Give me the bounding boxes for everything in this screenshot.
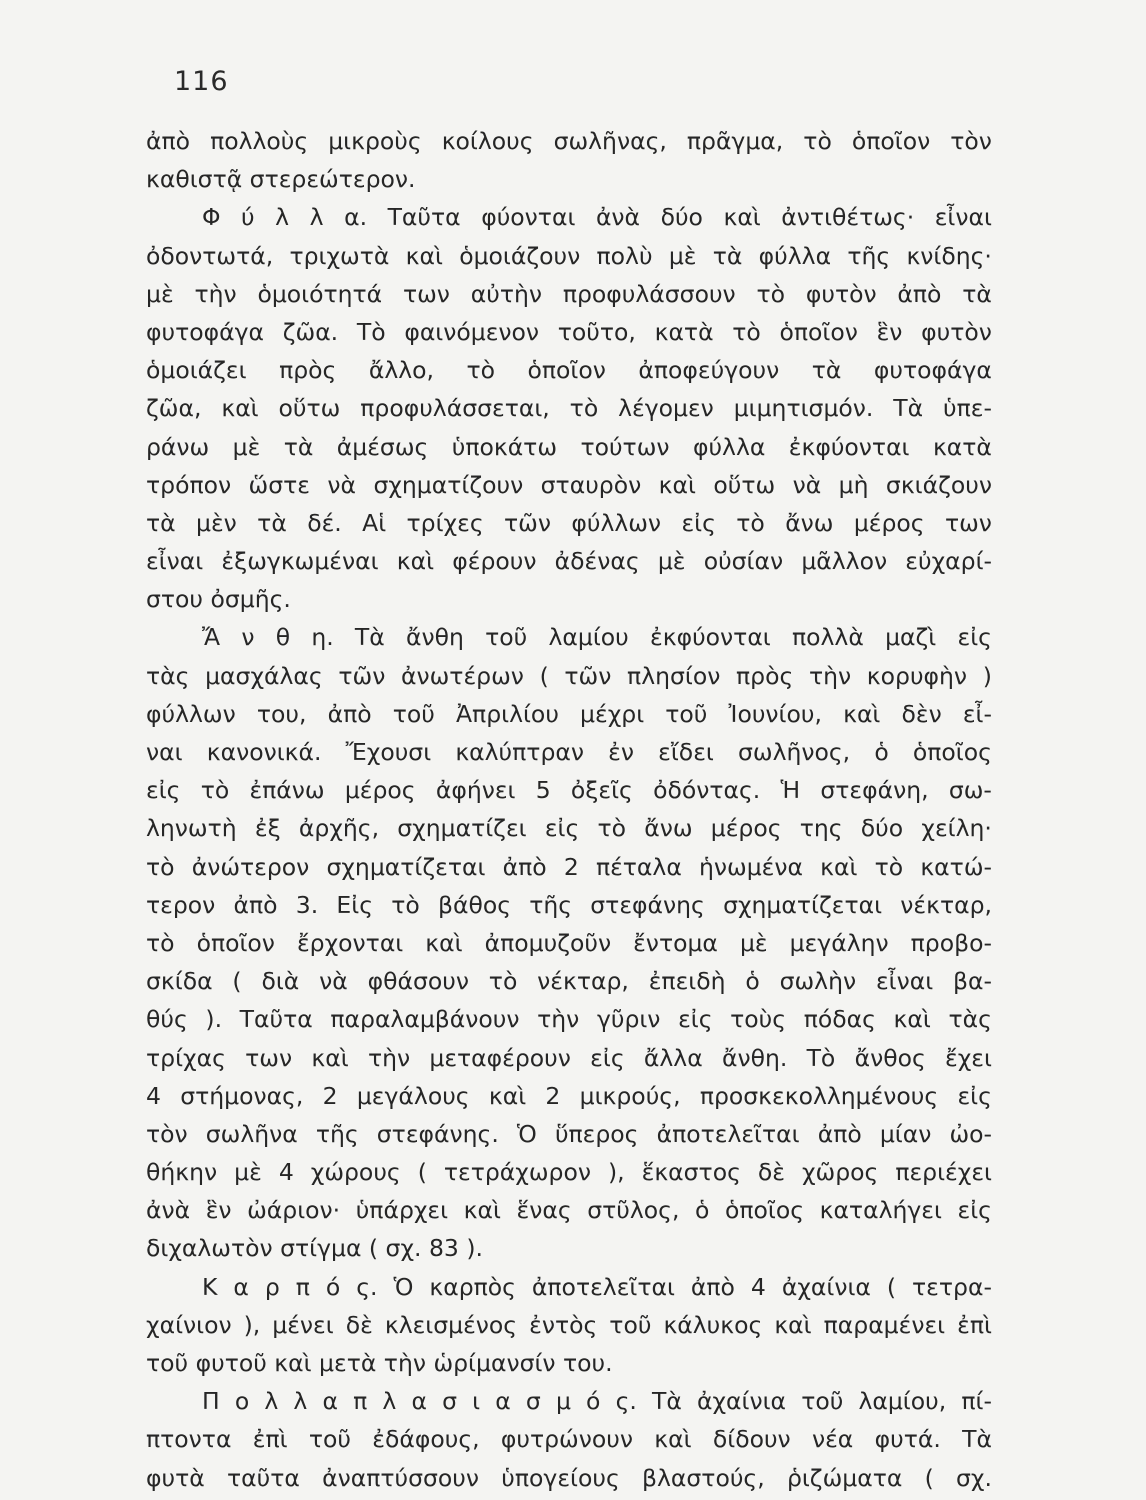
text-line: πτοντα ἐπὶ τοῦ ἐδάφους, φυτρώνουν καὶ δίδουν νέα φυτά. Τὰ — [146, 1425, 992, 1454]
text-line: Π ο λ λ α π λ α σ ι α σ μ ό ς. Τὰ ἀχαίνια τοῦ λαμίου, πί- — [202, 1387, 992, 1416]
text-line: τερον ἀπὸ 3. Εἰς τὸ βάθος τῆς στεφάνης σχηματίζεται νέκταρ, — [146, 890, 992, 919]
text-line: διχαλωτὸν στίγμα ( σχ. 83 ). — [146, 1234, 483, 1263]
text-line: εἰς τὸ ἐπάνω μέρος ἀφήνει 5 ὀξεῖς ὀδόντας. Ἡ στεφάνη, σω- — [146, 776, 992, 805]
page-number: 116 — [174, 66, 229, 97]
text-line: ζῶα, καὶ οὕτω προφυλάσσεται, τὸ λέγομεν μιμητισμόν. Τὰ ὑπε- — [146, 394, 992, 423]
text-line: ὀδοντωτά, τριχωτὰ καὶ ὁμοιάζουν πολὺ μὲ τὰ φύλλα τῆς κνίδης· — [146, 241, 992, 270]
text-line: εἶναι ἐξωγκωμέναι καὶ φέρουν ἀδένας μὲ οὐσίαν μᾶλλον εὐχαρί- — [146, 547, 992, 576]
text-line: τὰς μασχάλας τῶν ἀνωτέρων ( τῶν πλησίον πρὸς τὴν κορυφὴν ) — [146, 661, 992, 690]
text-line: ὁμοιάζει πρὸς ἄλλο, τὸ ὁποῖον ἀποφεύγουν τὰ φυτοφάγα — [146, 356, 992, 385]
text-line: 4 στήμονας, 2 μεγάλους καὶ 2 μικρούς, προσκεκολλημένους εἰς — [146, 1081, 992, 1110]
text-line: φύλλων του, ἀπὸ τοῦ Ἀπριλίου μέχρι τοῦ Ἰουνίου, καὶ δὲν εἶ- — [146, 699, 992, 728]
text-line: θύς ). Ταῦτα παραλαμβάνουν τὴν γῦριν εἰς τοὺς πόδας καὶ τὰς — [146, 1005, 992, 1034]
text-line: τοῦ φυτοῦ καὶ μετὰ τὴν ὡρίμανσίν του. — [146, 1349, 613, 1377]
text-line: ἀνὰ ἓν ὠάριον· ὑπάρχει καὶ ἕνας στῦλος, ὁ ὁποῖος καταλήγει εἰς — [146, 1196, 992, 1225]
text-line: φυτὰ ταῦτα ἀναπτύσσουν ὑπογείους βλαστούς, ῥιζώματα ( σχ. — [146, 1463, 992, 1492]
text-line: θήκην μὲ 4 χώρους ( τετράχωρον ), ἕκαστος δὲ χῶρος περιέχει — [146, 1158, 992, 1187]
text-line: τὸ ὁποῖον ἔρχονται καὶ ἀπομυζοῦν ἔντομα μὲ μεγάλην προβο- — [146, 928, 992, 957]
text-line: φυτοφάγα ζῶα. Τὸ φαινόμενον τοῦτο, κατὰ τὸ ὁποῖον ἓν φυτὸν — [146, 317, 992, 346]
text-line: στου ὀσμῆς. — [146, 585, 291, 614]
text-line: τὸ ἀνώτερον σχηματίζεται ἀπὸ 2 πέταλα ἡνωμένα καὶ τὸ κατώ- — [146, 852, 992, 881]
text-line: καθιστᾷ στερεώτερον. — [146, 165, 416, 194]
text-line: τὰ μὲν τὰ δέ. Αἱ τρίχες τῶν φύλλων εἰς τὸ ἄνω μέρος των — [146, 508, 992, 537]
text-line: τρόπον ὥστε νὰ σχηματίζουν σταυρὸν καὶ οὕτω νὰ μὴ σκιάζουν — [146, 470, 992, 499]
text-line: Φ ύ λ λ α. Ταῦτα φύονται ἀνὰ δύο καὶ ἀντιθέτως· εἶναι — [202, 203, 992, 232]
text-line: Ἄ ν θ η. Τὰ ἄνθη τοῦ λαμίου ἐκφύονται πολλὰ μαζὶ εἰς — [202, 623, 992, 652]
text-line: τὸν σωλῆνα τῆς στεφάνης. Ὁ ὕπερος ἀποτελεῖται ἀπὸ μίαν ὠο- — [146, 1119, 992, 1148]
text-line: μὲ τὴν ὁμοιότητά των αὐτὴν προφυλάσσουν τὸ φυτὸν ἀπὸ τὰ — [146, 279, 992, 308]
body-text — [146, 122, 992, 1497]
text-line: ληνωτὴ ἐξ ἀρχῆς, σχηματίζει εἰς τὸ ἄνω μέρος της δύο χείλη· — [146, 814, 992, 843]
text-line: ἀπὸ πολλοὺς μικροὺς κοίλους σωλῆνας, πρᾶγμα, τὸ ὁποῖον τὸν — [146, 127, 992, 155]
text-line: χαίνιον ), μένει δὲ κλεισμένος ἐντὸς τοῦ κάλυκος καὶ παραμένει ἐπὶ — [146, 1310, 992, 1339]
text-line: σκίδα ( διὰ νὰ φθάσουν τὸ νέκταρ, ἐπειδὴ ὁ σωλὴν εἶναι βα- — [146, 967, 992, 996]
text-line: ναι κανονικά. Ἔχουσι καλύπτραν ἐν εἴδει σωλῆνος, ὁ ὁποῖος — [146, 738, 992, 766]
text-line: τρίχας των καὶ τὴν μεταφέρουν εἰς ἄλλα ἄνθη. Τὸ ἄνθος ἔχει — [146, 1043, 992, 1072]
text-line: ράνω μὲ τὰ ἀμέσως ὑποκάτω τούτων φύλλα ἐκφύονται κατὰ — [146, 432, 992, 461]
text-line: Κ α ρ π ό ς. Ὁ καρπὸς ἀποτελεῖται ἀπὸ 4 ἀχαίνια ( τετρα- — [202, 1272, 992, 1301]
